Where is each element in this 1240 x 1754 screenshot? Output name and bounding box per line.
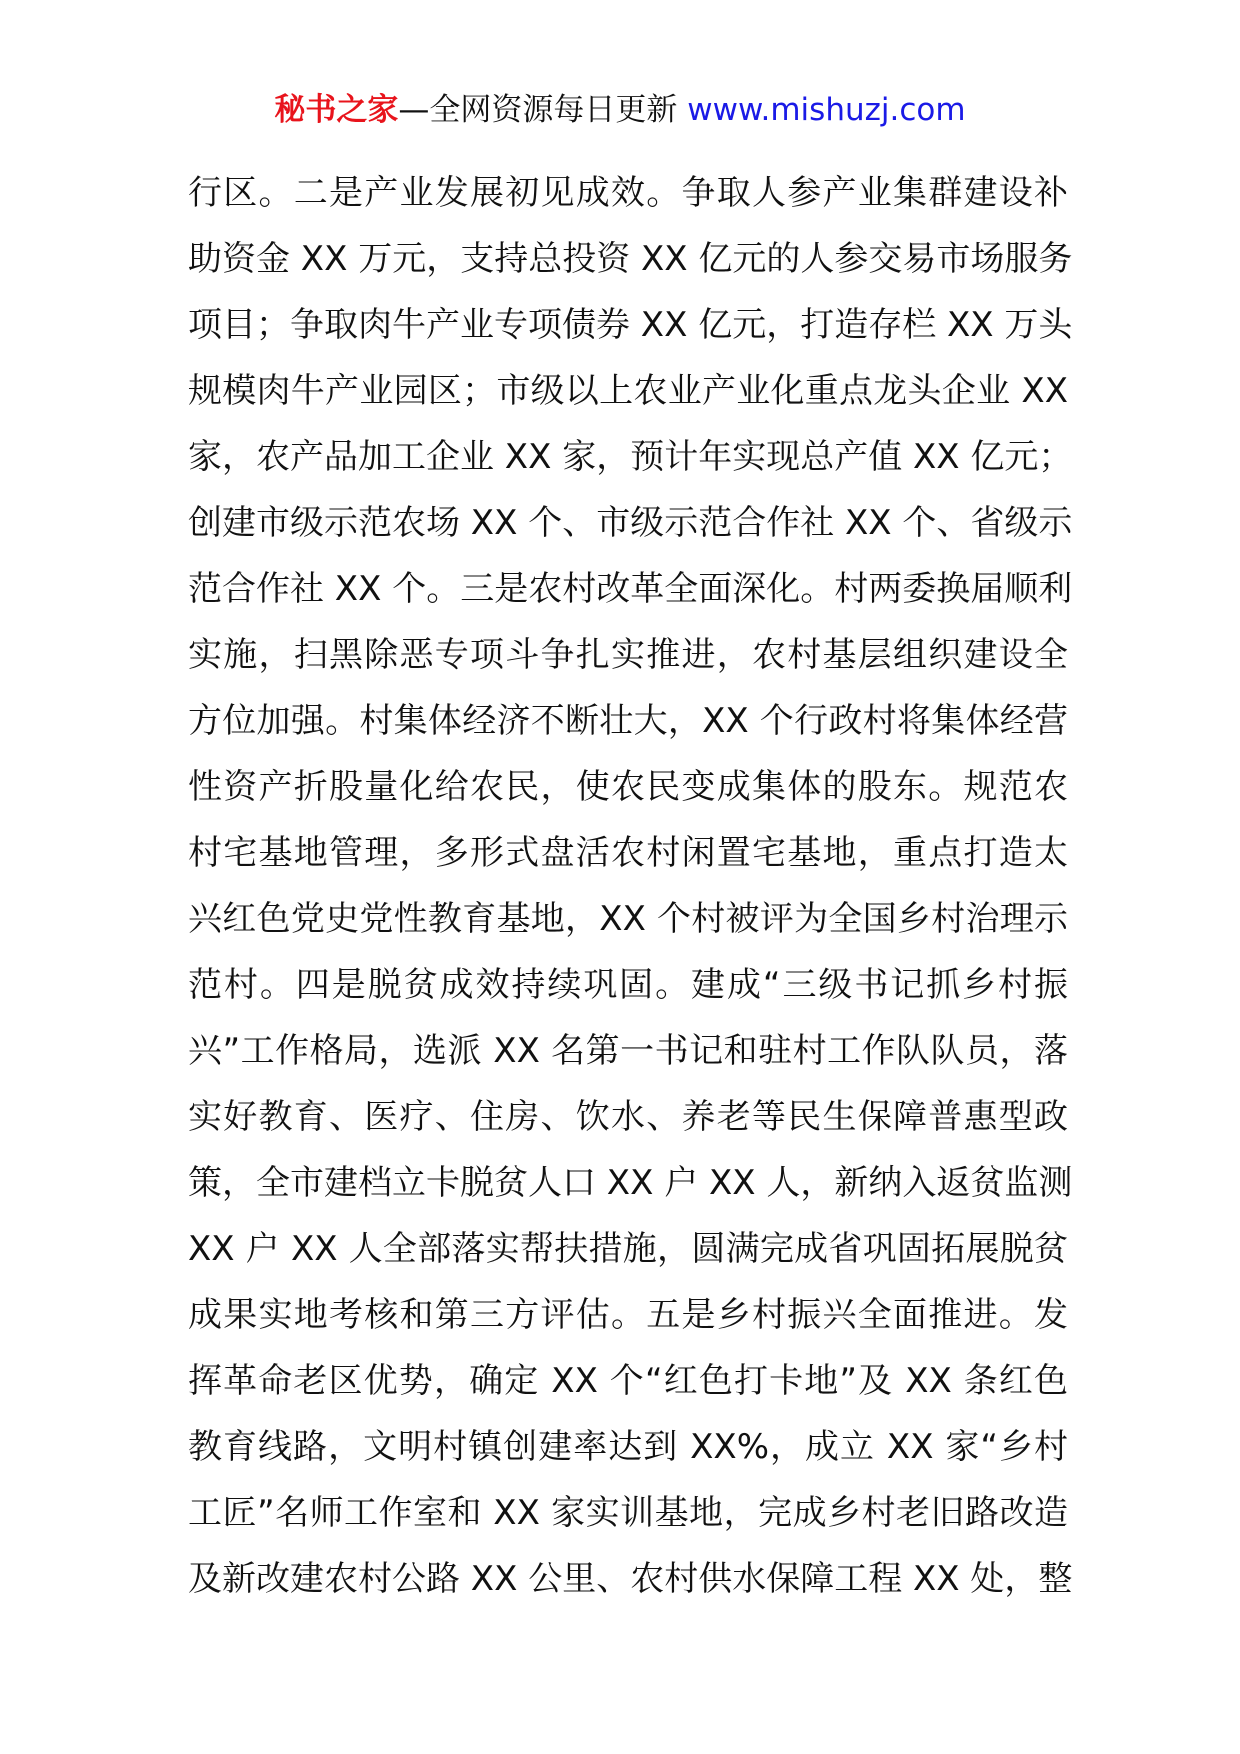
body-line: 策，全市建档立卡脱贫人口 XX 户 XX 人，新纳入返贫监测 — [188, 1163, 1073, 1203]
body-line: 家，农产品加工企业 XX 家，预计年实现总产值 XX 亿元； — [188, 437, 1073, 477]
body-line: 规模肉牛产业园区；市级以上农业产业化重点龙头企业 XX — [188, 371, 1068, 411]
body-line: 兴”工作格局，选派 XX 名第一书记和驻村工作队队员，落 — [188, 1031, 1068, 1071]
body-line: 行区。二是产业发展初见成效。争取人参产业集群建设补 — [188, 173, 1068, 213]
body-line: 兴红色党史党性教育基地，XX 个村被评为全国乡村治理示 — [188, 899, 1068, 939]
body-line: 创建市级示范农场 XX 个、市级示范合作社 XX 个、省级示 — [188, 503, 1073, 543]
body-line: 及新改建农村公路 XX 公里、农村供水保障工程 XX 处，整 — [188, 1559, 1073, 1599]
body-line: 成果实地考核和第三方评估。五是乡村振兴全面推进。发 — [188, 1295, 1068, 1335]
body-line: 村宅基地管理，多形式盘活农村闲置宅基地，重点打造太 — [188, 833, 1068, 873]
body-line: 实好教育、医疗、住房、饮水、养老等民生保障普惠型政 — [188, 1097, 1068, 1137]
body-line: 性资产折股量化给农民，使农民变成集体的股东。规范农 — [188, 767, 1068, 807]
page-header — [0, 88, 1240, 132]
body-line: 范村。四是脱贫成效持续巩固。建成“三级书记抓乡村振 — [188, 965, 1068, 1005]
site-url-link[interactable]: www.mishuzj.com — [687, 92, 966, 128]
body-line: 范合作社 XX 个。三是农村改革全面深化。村两委换届顺利 — [188, 569, 1073, 609]
body-line: XX 户 XX 人全部落实帮扶措施，圆满完成省巩固拓展脱贫 — [188, 1229, 1068, 1269]
site-tagline: —全网资源每日更新 — [398, 92, 678, 128]
body-line: 实施，扫黑除恶专项斗争扎实推进，农村基层组织建设全 — [188, 635, 1068, 675]
body-line: 方位加强。村集体经济不断壮大，XX 个行政村将集体经营 — [188, 701, 1068, 741]
document-body — [188, 160, 1073, 1612]
body-line: 项目；争取肉牛产业专项债券 XX 亿元，打造存栏 XX 万头 — [188, 305, 1073, 345]
body-line: 助资金 XX 万元，支持总投资 XX 亿元的人参交易市场服务 — [188, 239, 1073, 279]
body-line: 挥革命老区优势，确定 XX 个“红色打卡地”及 XX 条红色 — [188, 1361, 1068, 1401]
body-line: 教育线路，文明村镇创建率达到 XX%，成立 XX 家“乡村 — [188, 1427, 1068, 1467]
body-line: 工匠”名师工作室和 XX 家实训基地，完成乡村老旧路改造 — [188, 1493, 1068, 1533]
site-brand: 秘书之家 — [274, 92, 399, 128]
